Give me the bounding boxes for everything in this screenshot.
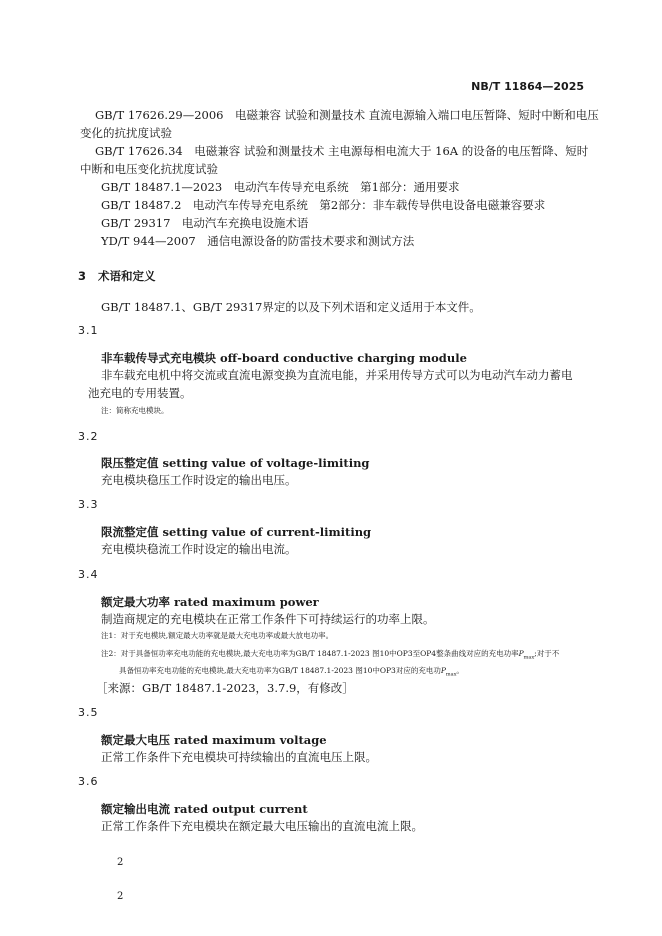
reference-item-line: GB/T 17626.34 电磁兼容 试验和测量技术 主电源每相电流大于 16A 的设备的电压暂降、短时 <box>95 144 589 158</box>
section-intro: GB/T 18487.1、GB/T 29317界定的以及下列术语和定义适用于本文件。 <box>101 300 481 314</box>
term-definition: 制造商规定的充电模块在正常工作条件下可持续运行的功率上限。 <box>101 612 435 626</box>
reference-item-line: YD/T 944—2007 通信电源设备的防雷技术要求和测试方法 <box>101 234 415 248</box>
term-definition: 充电模块稳压工作时设定的输出电压。 <box>101 473 297 487</box>
page-number: 2 <box>117 857 124 868</box>
term-definition: 池充电的专用装置。 <box>88 386 192 400</box>
term-definition: 非车载充电机中将交流或直流电源变换为直流电能，并采用传导方式可以为电动汽车动力蓄电 <box>101 368 573 382</box>
term-number: 3.4 <box>78 568 99 581</box>
document-number: NB/T 11864—2025 <box>471 80 584 93</box>
term-definition: 正常工作条件下充电模块可持续输出的直流电压上限。 <box>101 750 377 764</box>
reference-item-line: GB/T 18487.1—2023 电动汽车传导充电系统 第1部分：通用要求 <box>101 180 460 194</box>
reference-item-line: GB/T 17626.29—2006 电磁兼容 试验和测量技术 直流电源输入端口电压暂降、短时中断和电压 <box>95 108 599 122</box>
term-number: 3.3 <box>78 498 99 511</box>
reference-item-line: GB/T 18487.2 电动汽车传导充电系统 第2部分：非车载传导供电设备电磁兼容要求 <box>101 198 546 212</box>
section-heading <box>78 265 156 284</box>
term-title: 额定输出电流 rated output current <box>101 802 308 816</box>
term-title: 限流整定值 setting value of current-limiting <box>101 525 372 539</box>
term-definition: 正常工作条件下充电模块在额定最大电压输出的直流电流上限。 <box>101 819 423 833</box>
term-title: 非车载传导式充电模块 off-board conductive charging module <box>101 351 467 365</box>
term-definition: 充电模块稳流工作时设定的输出电流。 <box>101 542 297 556</box>
section-number: 3 <box>78 269 87 283</box>
term-note: 注2：对于具备恒功率充电功能的充电模块,最大充电功率为GB/T 18487.1-2023 图10中OP3至OP4整条曲线对应的充电功率$P_{max}$;对于不 <box>101 649 560 661</box>
term-note: 具备恒功率充电功能的充电模块,最大充电功率为GB/T 18487.1-2023 图10中OP3对应的充电功$P_{max}$。 <box>119 666 464 678</box>
term-title: 额定最大电压 rated maximum voltage <box>101 733 327 747</box>
term-note: 注1：对于充电模块,额定最大功率就是最大充电功率或最大放电功率。 <box>101 631 334 640</box>
term-number: 3.2 <box>78 430 99 443</box>
term-number: 3.6 <box>78 775 99 788</box>
reference-item-line: 变化的抗扰度试验 <box>80 126 172 140</box>
term-title: 限压整定值 setting value of voltage-limiting <box>101 456 370 470</box>
term-number: 3.5 <box>78 706 99 719</box>
reference-item-line: 中断和电压变化抗扰度试验 <box>80 162 218 176</box>
reference-item-line: GB/T 29317 电动汽车充换电设施术语 <box>101 216 309 230</box>
term-number: 3.1 <box>78 324 99 337</box>
term-source: ［来源：GB/T 18487.1-2023，3.7.9，有修改］ <box>96 681 354 695</box>
section-title: 术语和定义 <box>98 269 156 283</box>
page-number: 2 <box>117 891 124 902</box>
term-title: 额定最大功率 rated maximum power <box>101 595 319 609</box>
term-note: 注：简称充电模块。 <box>101 406 169 415</box>
